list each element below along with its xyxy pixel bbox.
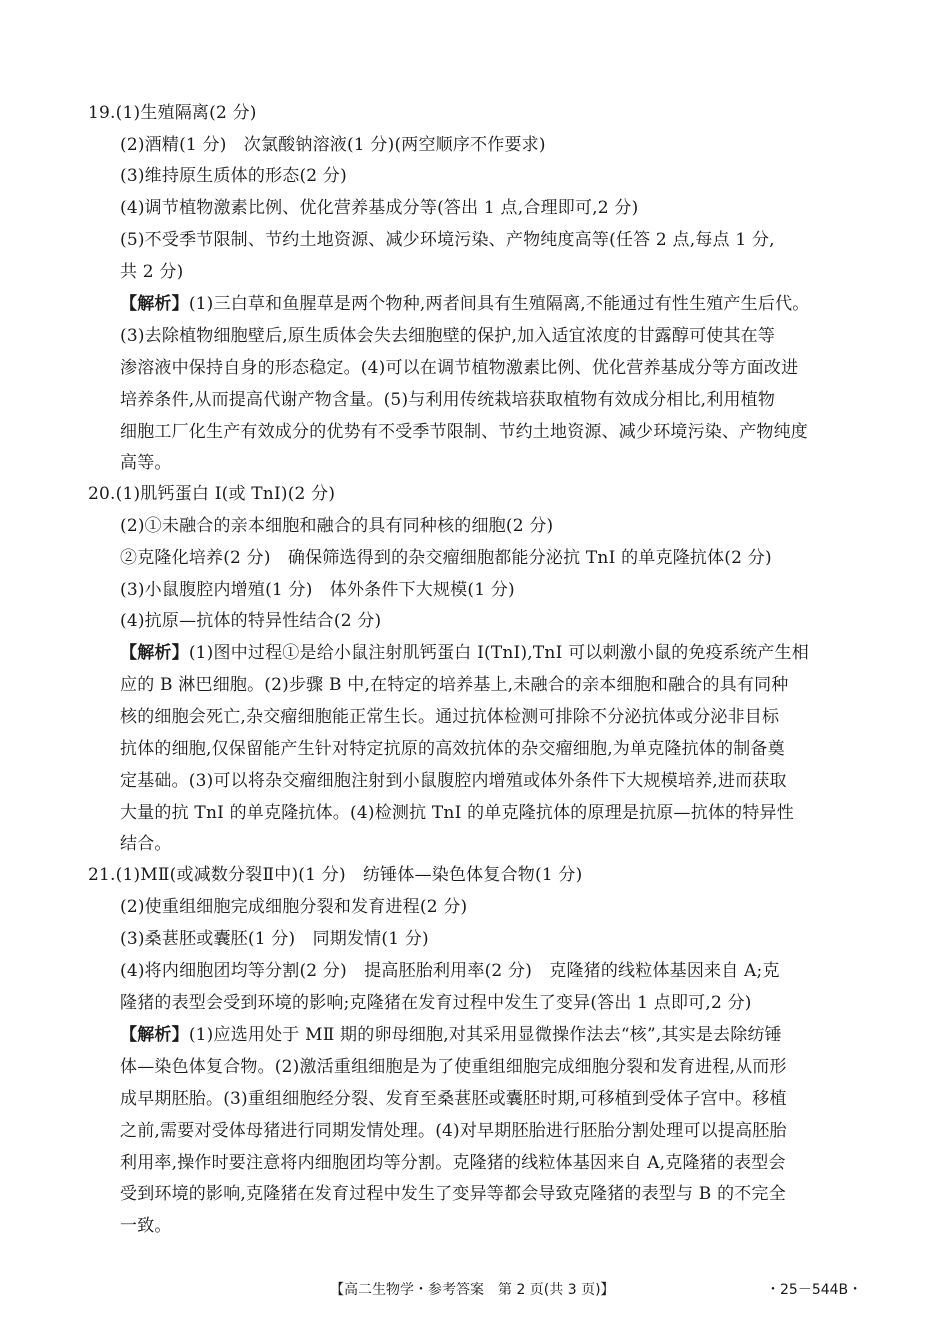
analysis-text: (1)三白草和鱼腥草是两个物种,两者间具有生殖隔离,不能通过有性生殖产生后代。 <box>188 294 810 314</box>
q19-answer-1: 19.(1)生殖隔离(2 分) <box>88 103 257 123</box>
q21-analysis-line1 <box>120 1025 782 1045</box>
analysis-text: (1)应选用处于 MⅡ 期的卵母细胞,对其采用显微操作法去“核”,其实是去除纺锤 <box>188 1025 782 1045</box>
q20-answer-4: (4)抗原—抗体的特异性结合(2 分) <box>120 611 382 631</box>
q20-analysis-line4: 抗体的细胞,仅保留能产生针对特定抗原的高效抗体的杂交瘤细胞,为单克隆抗体的制备奠 <box>120 739 785 759</box>
footer-code: ・25－544B・ <box>766 1282 863 1298</box>
analysis-label: 【解析】 <box>120 294 189 314</box>
q19-answer-5-line2: 共 2 分) <box>120 262 184 282</box>
q19-analysis-line6: 高等。 <box>120 453 172 473</box>
q21-analysis-line2: 体—染色体复合物。(2)激活重组细胞是为了使重组细胞完成细胞分裂和发育进程,从而形 <box>120 1057 787 1077</box>
analysis-label: 【解析】 <box>120 643 189 663</box>
q21-answer-2: (2)使重组细胞完成细胞分裂和发育进程(2 分) <box>120 897 468 917</box>
q21-analysis-line5: 利用率,操作时要注意将内细胞团均等分割。克隆猪的线粒体基因来自 A,克隆猪的表型会 <box>120 1153 786 1173</box>
q19-analysis-line3: 渗溶液中保持自身的形态稳定。(4)可以在调节植物激素比例、优化营养基成分等方面改进 <box>120 358 799 378</box>
q19-answer-4: (4)调节植物激素比例、优化营养基成分等(答出 1 点,合理即可,2 分) <box>120 198 639 218</box>
q20-answer-2: (2)①未融合的亲本细胞和融合的具有同种核的细胞(2 分) <box>120 516 554 536</box>
q20-answer-2b: ②克隆化培养(2 分) 确保筛选得到的杂交瘤细胞都能分泌抗 TnI 的单克隆抗体(2 分) <box>120 548 772 568</box>
q21-analysis-line7: 一致。 <box>120 1216 172 1236</box>
q19-analysis-line4: 培养条件,从而提高代谢产物含量。(5)与利用传统栽培获取植物有效成分相比,利用植物 <box>120 390 776 410</box>
q21-answer-1: 21.(1)MⅡ(或减数分裂Ⅱ中)(1 分) 纺锤体—染色体复合物(1 分) <box>88 865 583 885</box>
q21-answer-4-line1: (4)将内细胞团均等分割(2 分) 提高胚胎利用率(2 分) 克隆猪的线粒体基因来自 A;克 <box>120 961 780 981</box>
q19-analysis-line1 <box>120 294 810 314</box>
footer-title: 【高二生物学・参考答案 第 2 页(共 3 页)】 <box>330 1282 615 1298</box>
q19-answer-3: (3)维持原生质体的形态(2 分) <box>120 166 347 186</box>
analysis-label: 【解析】 <box>120 1025 189 1045</box>
q20-analysis-line6: 大量的抗 TnI 的单克隆抗体。(4)检测抗 TnI 的单克隆抗体的原理是抗原—抗体的特异性 <box>120 803 794 823</box>
q19-analysis-line5: 细胞工厂化生产有效成分的优势有不受季节限制、节约土地资源、减少环境污染、产物纯度 <box>120 422 808 442</box>
q20-analysis-line2: 应的 B 淋巴细胞。(2)步骤 B 中,在特定的培养基上,未融合的亲本细胞和融合的具有同种 <box>120 675 789 695</box>
q20-answer-3: (3)小鼠腹腔内增殖(1 分) 体外条件下大规模(1 分) <box>120 580 515 600</box>
q19-analysis-line2: (3)去除植物细胞壁后,原生质体会失去细胞壁的保护,加入适宜浓度的甘露醇可使其在等 <box>120 326 776 346</box>
q20-analysis-line5: 定基础。(3)可以将杂交瘤细胞注射到小鼠腹腔内增殖或体外条件下大规模培养,进而获取 <box>120 771 787 791</box>
q20-analysis-line7: 结合。 <box>120 834 172 854</box>
q21-analysis-line6: 受到环境的影响,克隆猪在发育过程中发生了变异等都会导致克隆猪的表型与 B 的不完全 <box>120 1184 786 1204</box>
q20-answer-1: 20.(1)肌钙蛋白 I(或 TnI)(2 分) <box>88 484 336 504</box>
q21-analysis-line4: 之前,需要对受体母猪进行同期发情处理。(4)对早期胚胎进行胚胎分割处理可以提高胚胎 <box>120 1121 787 1141</box>
q20-analysis-line1 <box>120 643 809 663</box>
q21-answer-3: (3)桑葚胚或囊胚(1 分) 同期发情(1 分) <box>120 929 429 949</box>
q19-answer-2: (2)酒精(1 分) 次氯酸钠溶液(1 分)(两空顺序不作要求) <box>120 135 546 155</box>
q20-analysis-line3: 核的细胞会死亡,杂交瘤细胞能正常生长。通过抗体检测可排除不分泌抗体或分泌非目标 <box>120 707 780 727</box>
q21-analysis-line3: 成早期胚胎。(3)重组细胞经分裂、发育至桑葚胚或囊胚时期,可移植到受体子宫中。移植 <box>120 1089 787 1109</box>
analysis-text: (1)图中过程①是给小鼠注射肌钙蛋白 I(TnI),TnI 可以刺激小鼠的免疫系统产生相 <box>188 643 809 663</box>
q21-answer-4-line2: 隆猪的表型会受到环境的影响;克隆猪在发育过程中发生了变异(答出 1 点即可,2 分) <box>120 993 752 1013</box>
q19-answer-5-line1: (5)不受季节限制、节约土地资源、减少环境污染、产物纯度高等(任答 2 点,每点 1 分, <box>120 230 775 250</box>
